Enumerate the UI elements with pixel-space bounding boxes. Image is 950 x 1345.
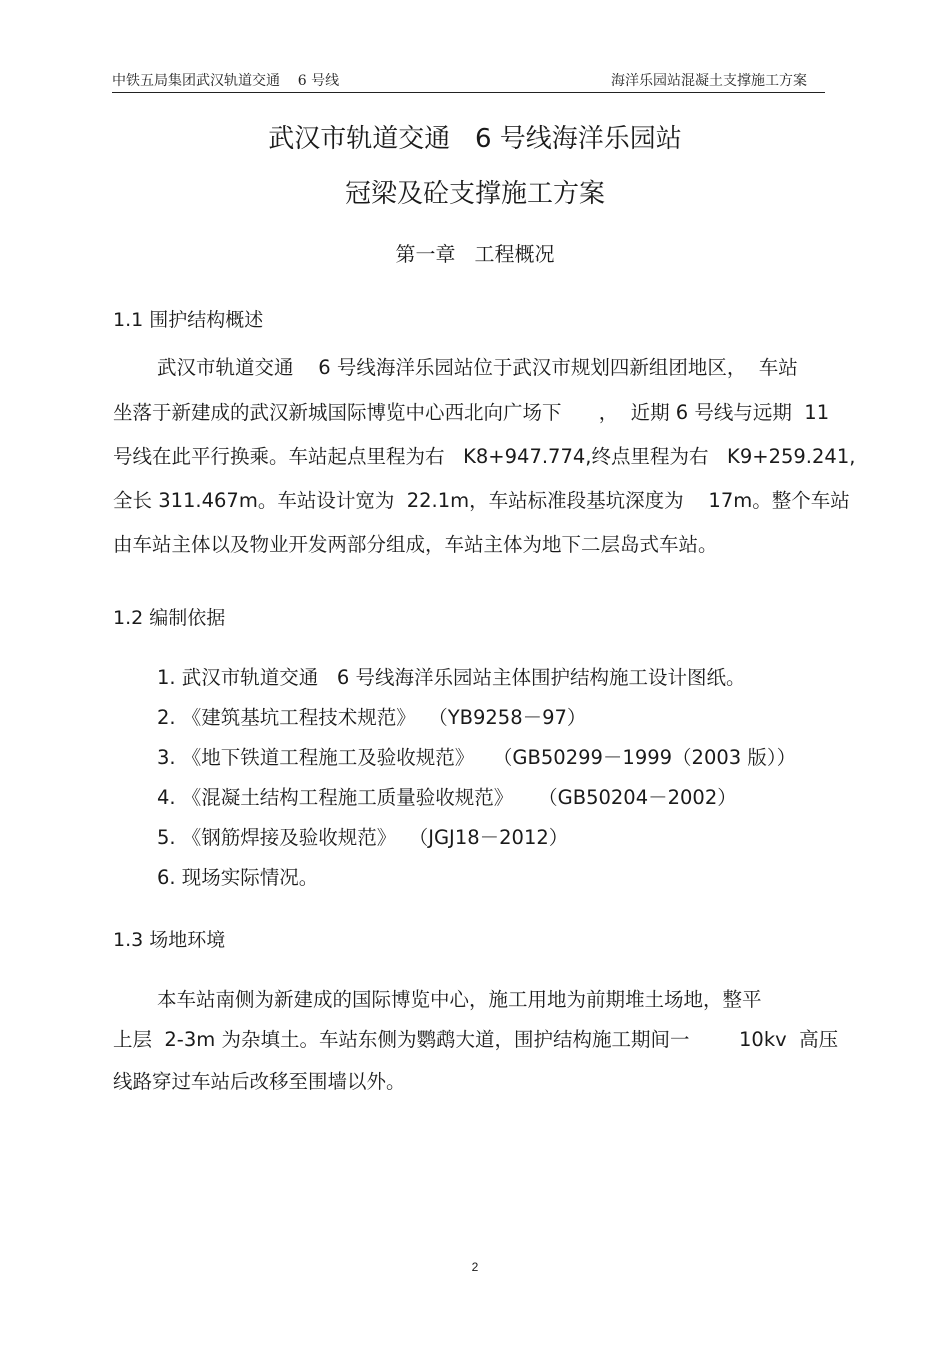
reference-item: 3. 《地下铁道工程施工及验收规范》 （GB50299－1999（2003 版）） — [157, 746, 797, 769]
paragraph-line: 本车站南侧为新建成的国际博览中心，施工用地为前期堆土场地，整平 — [157, 988, 762, 1011]
reference-item: 2. 《建筑基坑工程技术规范》 （YB9258－97） — [157, 706, 587, 729]
section-heading-1-3: 1.3 场地环境 — [113, 929, 226, 951]
page-number: 2 — [471, 1260, 479, 1274]
paragraph-line: 武汉市轨道交通 6 号线海洋乐园站位于武汉市规划四新组团地区， 车站 — [157, 356, 798, 379]
paragraph-line: 坐落于新建成的武汉新城国际博览中心西北向广场下 ， 近期 6 号线与远期 11 — [113, 401, 830, 424]
paragraph-line: 号线在此平行换乘。车站起点里程为右 K8+947.774,终点里程为右 K9+259.241, — [113, 445, 856, 468]
section-heading-1-1: 1.1 围护结构概述 — [113, 309, 264, 331]
document-title-line-2: 冠梁及砼支撑施工方案 — [344, 179, 605, 209]
header-left-text: 中铁五局集团武汉轨道交通 6 号线 — [112, 73, 340, 89]
reference-item: 1. 武汉市轨道交通 6 号线海洋乐园站主体围护结构施工设计图纸。 — [157, 666, 746, 689]
reference-item: 4. 《混凝土结构工程施工质量验收规范》 （GB50204－2002） — [157, 786, 737, 809]
document-title-line-1: 武汉市轨道交通 6 号线海洋乐园站 — [268, 124, 682, 154]
paragraph-line: 线路穿过车站后改移至围墙以外。 — [113, 1070, 406, 1093]
reference-item: 5. 《钢筋焊接及验收规范》 （JGJ18－2012） — [157, 826, 569, 849]
page-header — [112, 68, 825, 93]
paragraph-line: 由车站主体以及物业开发两部分组成，车站主体为地下二层岛式车站。 — [113, 533, 718, 556]
reference-item: 6. 现场实际情况。 — [157, 866, 319, 889]
paragraph-line: 全长 311.467m。车站设计宽为 22.1m，车站标准段基坑深度为 17m。整个车站 — [113, 489, 850, 512]
header-right-text: 海洋乐园站混凝土支撑施工方案 — [611, 73, 807, 89]
chapter-heading: 第一章 工程概况 — [395, 242, 555, 266]
section-heading-1-2: 1.2 编制依据 — [113, 607, 226, 629]
paragraph-line: 上层 2-3m 为杂填土。车站东侧为鹦鹉大道，围护结构施工期间一 10kv 高压 — [113, 1028, 839, 1051]
